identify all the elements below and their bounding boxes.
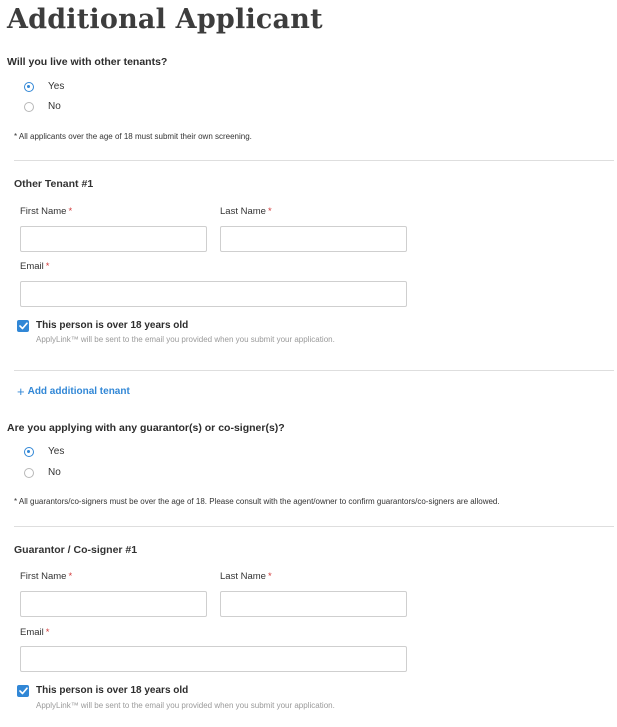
- guarantor-section-title: Guarantor / Co-signer #1: [14, 544, 138, 556]
- required-marker: *: [45, 261, 50, 272]
- radio-selected-icon[interactable]: [24, 82, 34, 92]
- tenant-section-title: Other Tenant #1: [14, 178, 94, 190]
- radio-label-yes: Yes: [48, 81, 65, 92]
- guarantor-applylink-hint: ApplyLink™ will be sent to the email you provided when you submit your application.: [36, 701, 335, 710]
- guarantor-note: * All guarantors/co-signers must be over the age of 18. Please consult with the agent/owner to confirm guarantors/co-signers are allowed.: [14, 497, 500, 506]
- guarantor-email-input[interactable]: [20, 646, 407, 672]
- guarantor-radio-no[interactable]: [24, 467, 61, 478]
- tenant-first-name-label: First Name *: [20, 206, 73, 217]
- guarantor-over18-label: This person is over 18 years old: [36, 685, 189, 696]
- required-marker: *: [267, 571, 272, 582]
- section-divider: [14, 370, 614, 371]
- radio-unselected-icon[interactable]: [24, 102, 34, 112]
- add-tenant-link[interactable]: [17, 383, 130, 399]
- guarantor-over18-checkbox[interactable]: [17, 685, 29, 697]
- guarantor-last-name-input[interactable]: [220, 591, 407, 617]
- tenant-first-name-input[interactable]: [20, 226, 207, 252]
- tenant-email-label: Email *: [20, 261, 50, 272]
- required-marker: *: [68, 206, 73, 217]
- required-marker: *: [68, 571, 73, 582]
- page-title: Additional Applicant: [7, 4, 323, 35]
- plus-icon: +: [17, 383, 25, 399]
- add-tenant-label: Add additional tenant: [27, 386, 130, 397]
- tenants-note: * All applicants over the age of 18 must submit their own screening.: [14, 132, 252, 141]
- radio-label-yes: Yes: [48, 446, 65, 457]
- guarantor-radio-yes[interactable]: [24, 446, 64, 457]
- checkmark-icon: [19, 687, 28, 695]
- tenants-radio-yes[interactable]: [24, 81, 64, 92]
- required-marker: *: [267, 206, 272, 217]
- tenant-applylink-hint: ApplyLink™ will be sent to the email you provided when you submit your application.: [36, 335, 335, 344]
- guarantor-last-name-label: Last Name *: [220, 571, 272, 582]
- tenant-over18-checkbox[interactable]: [17, 320, 29, 332]
- section-divider: [14, 526, 614, 527]
- radio-selected-icon[interactable]: [24, 447, 34, 457]
- tenants-radio-no[interactable]: [24, 101, 61, 112]
- tenant-last-name-label: Last Name *: [220, 206, 272, 217]
- tenant-last-name-input[interactable]: [220, 226, 407, 252]
- guarantor-email-label: Email *: [20, 627, 50, 638]
- guarantor-first-name-label: First Name *: [20, 571, 73, 582]
- section-divider: [14, 160, 614, 161]
- radio-label-no: No: [48, 101, 61, 112]
- radio-label-no: No: [48, 467, 61, 478]
- tenant-over18-label: This person is over 18 years old: [36, 320, 189, 331]
- checkmark-icon: [19, 322, 28, 330]
- tenant-email-input[interactable]: [20, 281, 407, 307]
- radio-unselected-icon[interactable]: [24, 468, 34, 478]
- guarantor-question-label: Are you applying with any guarantor(s) or co-signer(s)?: [7, 422, 285, 434]
- required-marker: *: [45, 627, 50, 638]
- tenants-question-label: Will you live with other tenants?: [7, 56, 168, 68]
- guarantor-first-name-input[interactable]: [20, 591, 207, 617]
